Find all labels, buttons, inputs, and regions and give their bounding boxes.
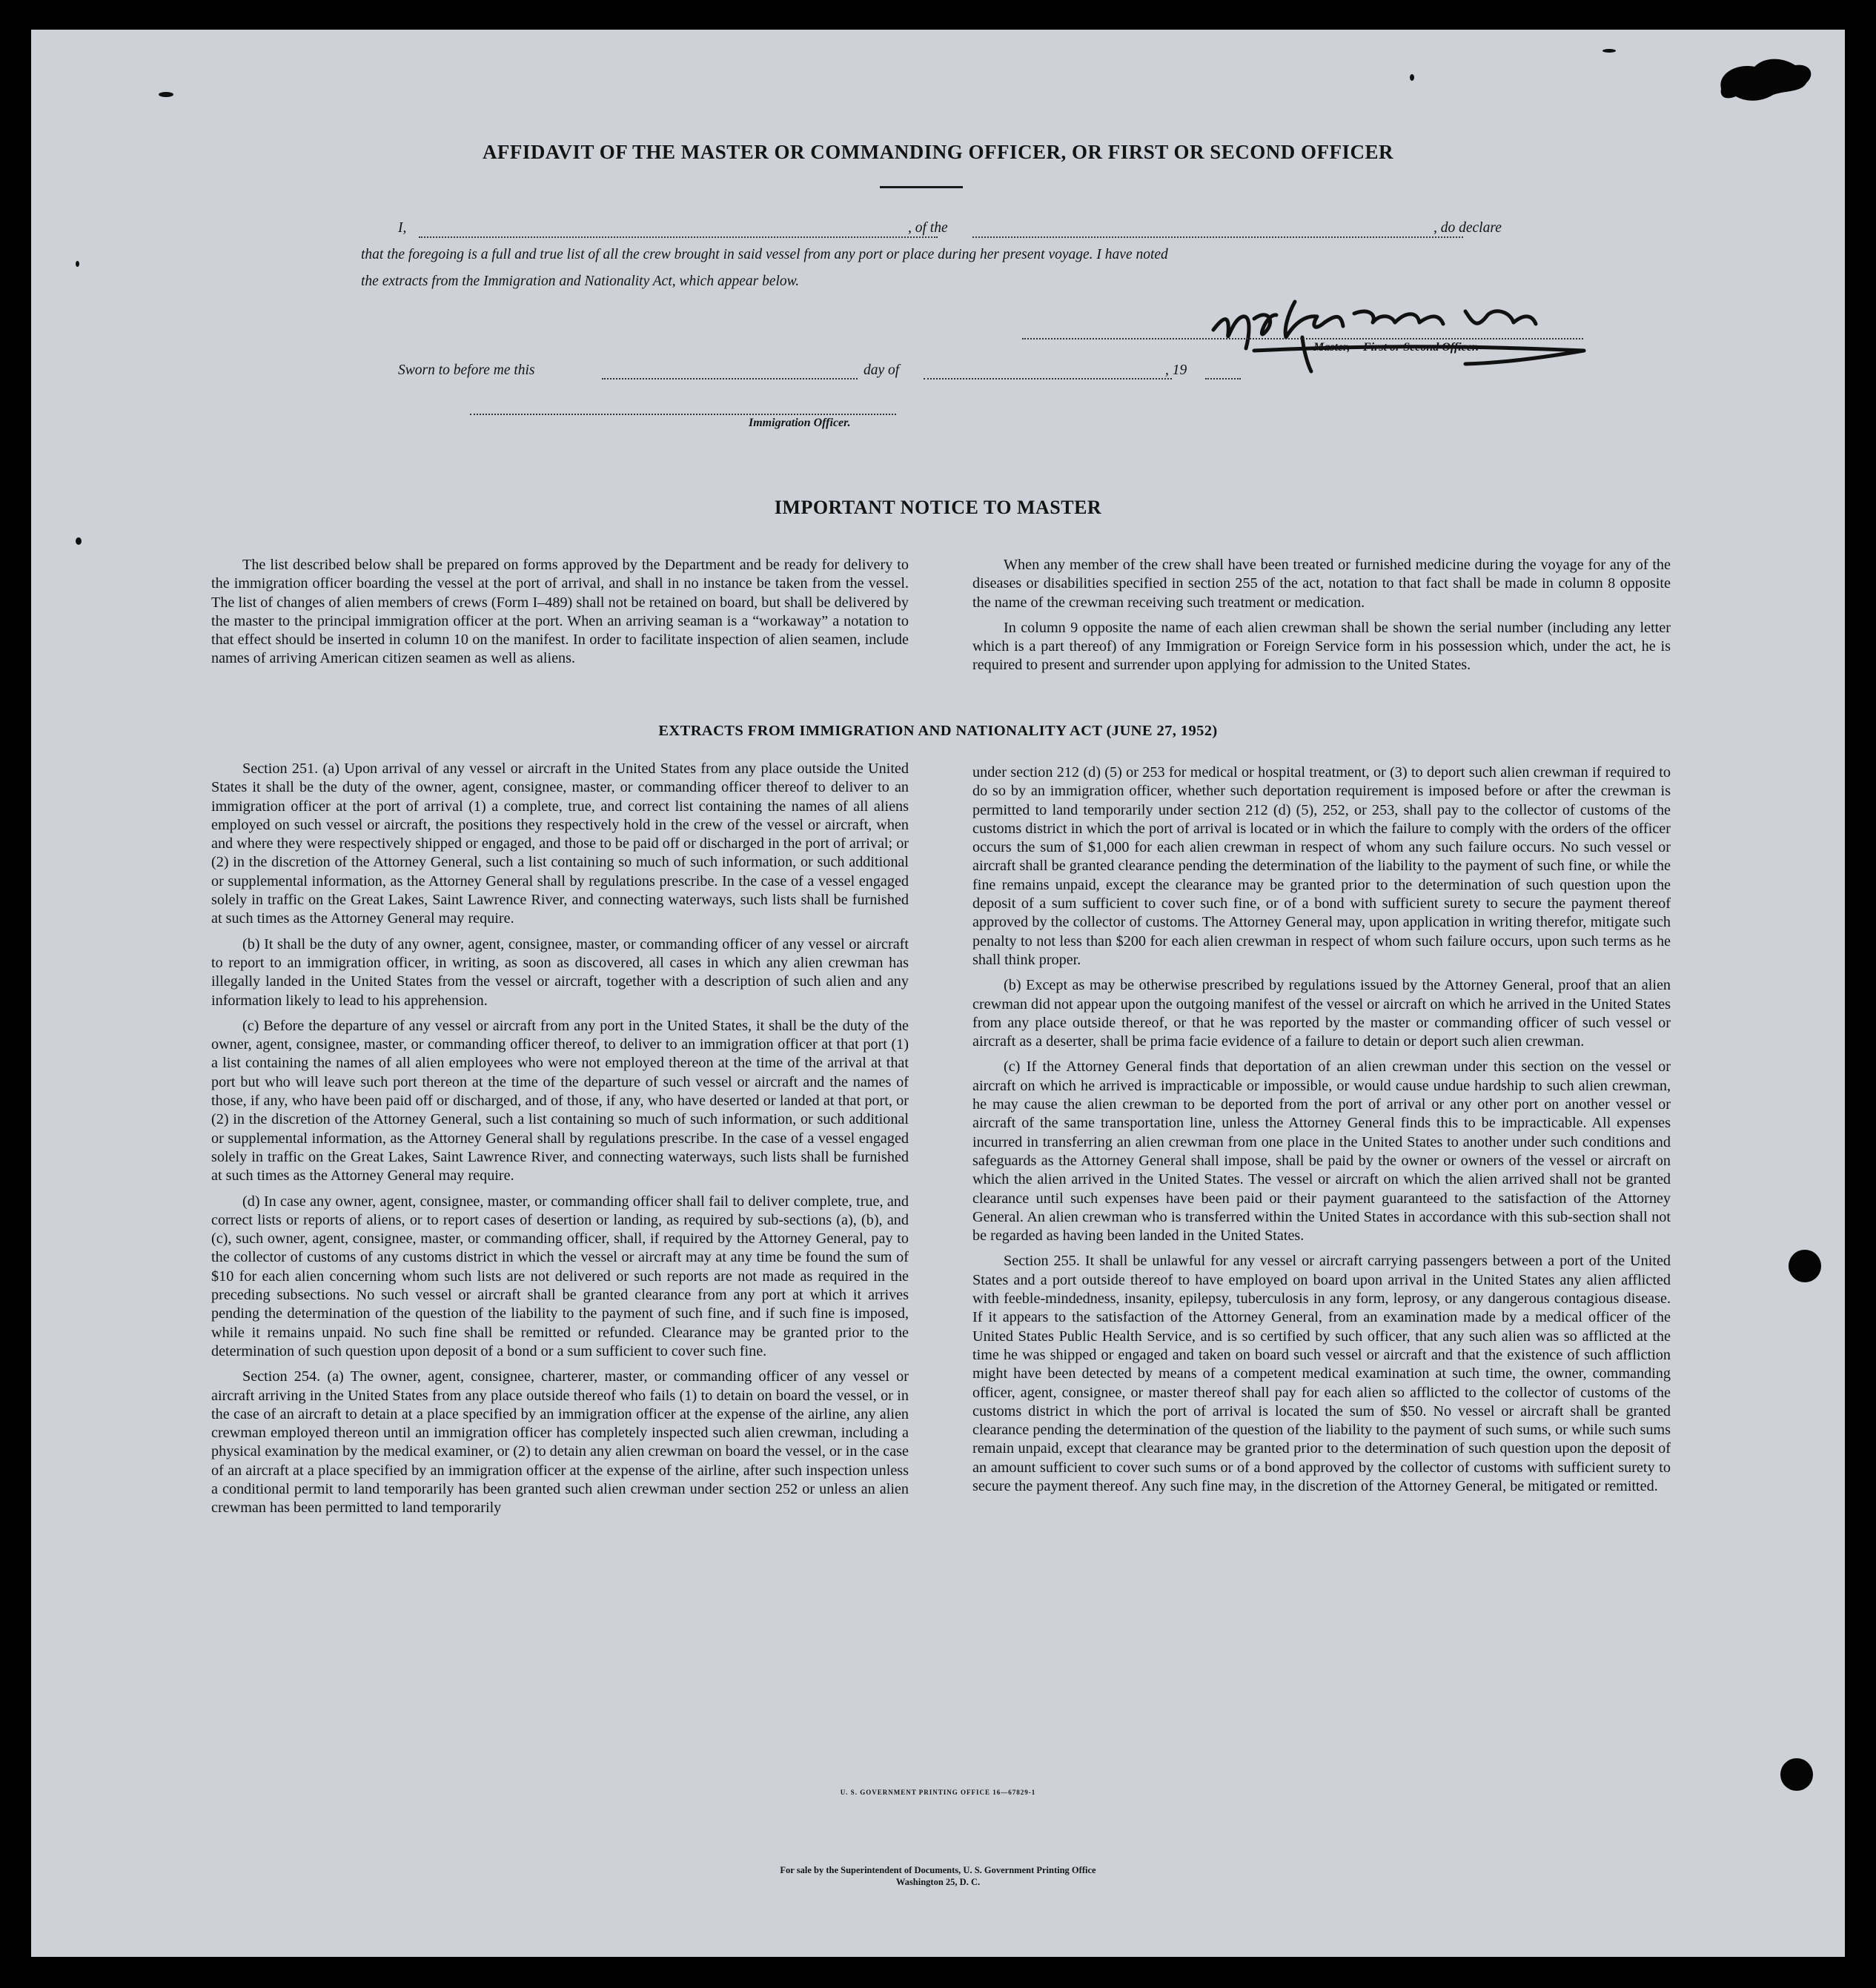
year-blank-line [1205, 378, 1241, 380]
sworn-date-blank-line [602, 378, 858, 380]
document-page [31, 30, 1845, 1957]
sale-line-2: Washington 25, D. C. [895, 1877, 981, 1887]
speck [1602, 49, 1616, 53]
section-254-a-continued: under section 212 (d) (5) or 253 for medical or hospital treatment, or (3) to deport such alien crewman if required to do so by an immigration officer, whether such deportation requirement is imposed before or after the crewman is permitted to land temporarily under section 212 (d) (5), 252, or 253, shall pay to the collector of customs of the customs district in which the port of arrival is located or in which the failure to comply with the orders of the officer occurs the sum of $1,000 for each alien crewman in respect of whom any such failure occurs. No such vessel or aircraft shall be granted clearance pending the determination of the liability to the payment of such fine, or while the fine remains unpaid, except the clearance may be granted prior to the determination of such question upon the deposit of a sum sufficient to cover such fine, or of a bond with sufficient surety to secure the payment thereof approved by the collector of customs. The Attorney General may, upon application in writing therefor, mitigate such penalty to not less than $200 for each alien crewman in respect of whom such failure occurs, upon such terms as he shall think proper. [972, 764, 1671, 968]
section-254-a: Section 254. (a) The owner, agent, consignee, charterer, master, or commanding officer of any vessel or aircraft arriving in the United States from any place outside thereof who fails (1) to detain on board the vessel, or in the case of an aircraft to detain at a place specified by an immigration officer at the expense of the airline, any alien crewman employed thereon until an immigration officer has completely inspected such alien crewman, including a physical examination by the medical examiner, or (2) to detain any alien crewman on board the vessel, or in the case of an aircraft at a place specified by an immigration officer at the expense of the airline, after such inspection unless a conditional permit to land temporarily has been granted such alien crewman under section 252 or unless an alien crewman has been permitted to land temporarily [211, 1368, 909, 1517]
section-251-c: (c) Before the departure of any vessel or aircraft from any port in the United States, it shall be the duty of the owner, agent, consignee, master, or commanding officer thereof, to deliver to an immigration officer at that port (1) a list containing the names of all alien employees who were not employed thereon at the time of the arrival at that port but who will leave such port thereon at the time of the departure of such vessel or aircraft and the names of those, if any, who have been paid off or discharged, and of those, if any, who have deserted or landed at that port, or (2) in the discretion of the Attorney General, such a list containing so much of such information, or such additional or supplemental information, as the Attorney General shall by regulations prescribe. In the case of a vessel engaged solely in traffic on the Great Lakes, Saint Lawrence River, and connecting waterways, such lists shall be furnished at such times as the Attorney General may require. [211, 1017, 909, 1184]
sale-line-1: For sale by the Superintendent of Documents, U. S. Government Printing Office [780, 1865, 1096, 1875]
section-254-b: (b) Except as may be otherwise prescribed by regulations issued by the Attorney General, proof that an alien crewman did not appear upon the outgoing manifest of the vessel or aircraft on which he arrived in the United States from any place outside thereof, or that he was reported by the master or commanding officer of such vessel or aircraft as a deserter, shall be prima facie evidence of a failure to detain or deport such alien crewman. [972, 977, 1671, 1050]
affidavit-of-the-label: , of the [908, 220, 948, 236]
extracts-left-column [211, 760, 909, 1525]
section-255: Section 255. It shall be unlawful for any vessel or aircraft carrying passengers between a port of the United States and a port outside thereof to have employed on board upon arrival in the United States any alien afflicted with feeble-mindedness, insanity, epilepsy, tuberculosis in any form, leprosy, or any dangerous contagious disease. If it appears to the satisfaction of the Attorney General, from an examination made by a medical officer of the United States Public Health Service, and is so certified by such officer, that any such alien was so afflicted at the time he was shipped or engaged and taken on board such vessel or aircraft and that the existence of such affliction might have been detected by means of a competent medical examination at such time, the owner, commanding officer, agent, consignee, or master thereof shall pay for each alien so afflicted to the collector of customs of the customs district in which the port of arrival is located the sum of $50. No vessel or aircraft shall be granted clearance pending the determination of the question of the liability to the payment of such sums, or while such sums remain unpaid, except that clearance may be granted prior to the determination of such question upon the deposit of an amount sufficient to cover such sums or of a bond approved by the collector of customs with sufficient surety to secure the payment thereof. Any such fine may, in the discretion of the Attorney General, be mitigated or remitted. [972, 1253, 1671, 1494]
affidavit-line-3: the extracts from the Immigration and Nationality Act, which appear below. [361, 274, 800, 289]
speck [159, 92, 173, 97]
month-blank-line [924, 378, 1172, 380]
master-signature [1184, 293, 1599, 374]
speck [1410, 74, 1414, 81]
punch-hole-bottom [1780, 1758, 1813, 1791]
sworn-label: Sworn to before me this [398, 362, 535, 378]
speck [76, 537, 82, 545]
notice-right-column [972, 556, 1671, 682]
vessel-blank-line [972, 236, 1463, 238]
sale-notice [31, 1864, 1845, 1888]
section-254-c: (c) If the Attorney General finds that deportation of an alien crewman under this section on the vessel or aircraft on which he arrived is impracticable or impossible, or would cause undue hardship to such alien crewman, he may cause the alien crewman to be deported from the port of arrival or any other port on another vessel or aircraft of the same transportation line, unless the Attorney General finds this to be impracticable. All expenses incurred in transferring an alien crewman from one place in the United States to another under such conditions and safeguards as the Attorney General shall impose, shall be paid by the owner or owners of the vessel or aircraft on which the alien arrived in the United States. The vessel or aircraft on which the alien arrived shall not be granted clearance until such expenses have been paid or their payment guaranteed to the satisfaction of the Attorney General. An alien crewman who is transferred within the United States in accordance with this sub-section shall not be regarded as having been landed in the United States. [972, 1058, 1671, 1245]
notice-right-paragraph-2: In column 9 opposite the name of each alien crewman shall be shown the serial number (including any letter which is a part thereof) of any Immigration or Foreign Service form in his possession which, under the act, he is required to present and surrender upon applying for admission to the United States. [972, 619, 1671, 674]
affidavit-declare-label: , do declare [1433, 220, 1502, 236]
extracts-right-column [972, 763, 1671, 1502]
notice-title: IMPORTANT NOTICE TO MASTER [774, 497, 1102, 518]
year-label: , 19 [1165, 362, 1187, 378]
affidavit-i-label: I, [398, 220, 407, 236]
struck-officer-title: First or Second Officer. [1363, 341, 1479, 354]
officer-blank-line [470, 414, 896, 415]
section-251-a: Section 251. (a) Upon arrival of any vessel or aircraft in the United States from any place outside the United States it shall be the duty of the owner, agent, consignee, master, or commanding officer thereof to deliver to an immigration officer at the port of arrival (1) a complete, true, and correct list containing the names of all aliens employed on such vessel or aircraft, the positions they respectively hold in the crew of the vessel or aircraft, when and where they were respectively shipped or engaged, and those to be paid off or discharged in the port of arrival; or (2) in the discretion of the Attorney General, such a list containing so much of such information, or such additional or supplemental information, as the Attorney General shall by regulations prescribe. In the case of a vessel engaged solely in traffic on the Great Lakes, Saint Lawrence River, and connecting waterways, such lists shall be furnished at such times as the Attorney General may require. [211, 761, 909, 927]
affidavit-title: AFFIDAVIT OF THE MASTER OR COMMANDING OFFICER, OR FIRST OR SECOND OFFICER [482, 141, 1394, 163]
affidavit-line-2: that the foregoing is a full and true list of all the crew brought in said vessel from any port or place during her present voyage. I have noted [361, 247, 1168, 262]
notice-left-paragraph: The list described below shall be prepared on forms approved by the Department and be ready for delivery to the immigration officer boarding the vessel at the port of arrival, and shall in no instance be taken from the vessel. The list of changes of alien members of crews (Form I–489) shall not be retained on board, but shall be delivered by the master to the principal immigration officer at the port. When an arriving seaman is a “workaway” a notation to that effect should be inserted in column 10 on the manifest. In order to facilitate inspection of alien seamen, include names of arriving American citizen seamen as well as aliens. [211, 557, 909, 667]
day-of-label: day of [864, 362, 900, 378]
title-divider [880, 186, 963, 188]
name-blank-line [419, 236, 938, 238]
gpo-imprint: U. S. GOVERNMENT PRINTING OFFICE 16—67829-1 [840, 1789, 1036, 1796]
ink-blot [1714, 52, 1817, 111]
punch-hole-top [1789, 1250, 1821, 1282]
immigration-officer-label: Immigration Officer. [749, 417, 851, 429]
master-title-label: Master, [1313, 341, 1350, 354]
signature-blank-line [1022, 338, 1583, 339]
extracts-title: EXTRACTS FROM IMMIGRATION AND NATIONALITY ACT (JUNE 27, 1952) [658, 723, 1218, 739]
section-251-d: (d) In case any owner, agent, consignee, master, or commanding officer shall fail to deliver complete, true, and correct lists or reports of aliens, or to report cases of desertion or landing, as required by sub-sections (a), (b), and (c), such owner, agent, consignee, master, or commanding officer, shall, if required by the Attorney General, pay to the collector of customs of any customs district in which the vessel or aircraft may at any time be found the sum of $10 for each alien concerning whom such lists are not delivered or such reports are not made as required in the preceding subsections. No such vessel or aircraft shall be granted clearance from any port at which it arrives pending the determination of the question of the liability to the payment of such fine, and if such fine is imposed, while it remains unpaid. No such fine shall be remitted or refunded. Clearance may be granted prior to the determination of such question upon deposit of a bond or a sum sufficient to cover such fine. [211, 1193, 909, 1359]
notice-right-paragraph-1: When any member of the crew shall have been treated or furnished medicine during the voyage for any of the diseases or disabilities specified in section 255 of the act, notation to that fact shall be made in column 8 opposite the name of the crewman receiving such treatment or medication. [972, 557, 1671, 611]
notice-left-column [211, 556, 909, 675]
speck [76, 261, 79, 267]
section-251-b: (b) It shall be the duty of any owner, agent, consignee, master, or commanding officer of any vessel or aircraft to report to an immigration officer, in writing, as soon as discovered, all cases in which any alien crewman has illegally landed in the United States from the vessel or aircraft, together with a description of such alien and any information likely to lead to his apprehension. [211, 935, 909, 1009]
